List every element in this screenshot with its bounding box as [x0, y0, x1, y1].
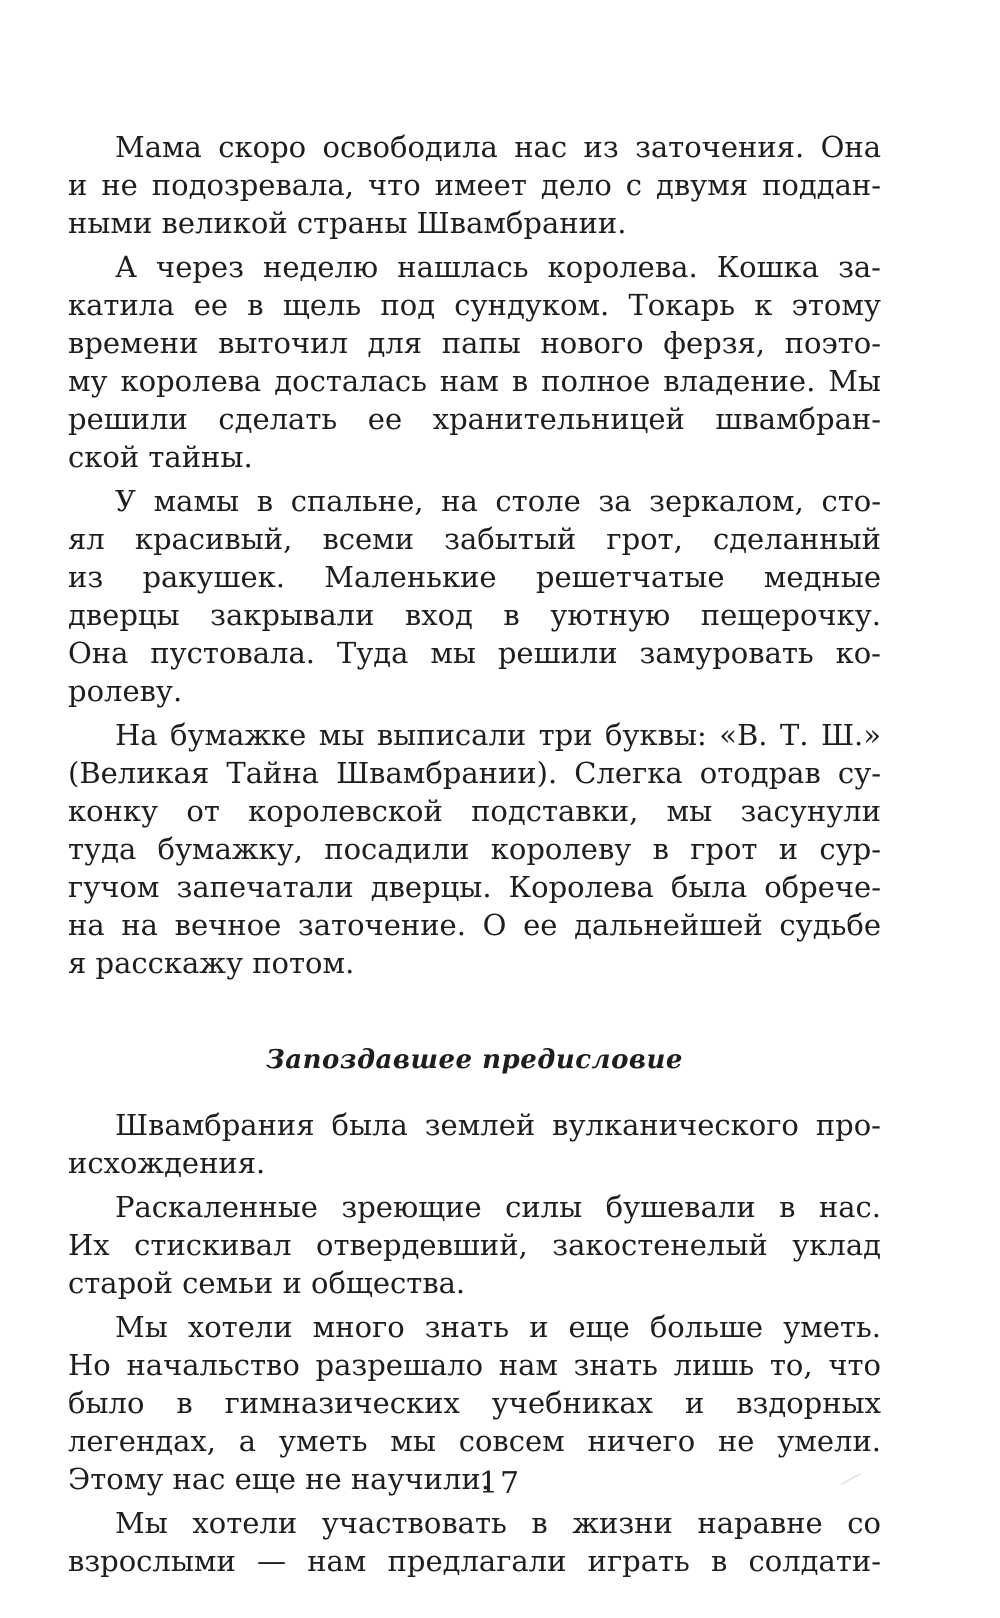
text-line: ской тайны. — [68, 440, 253, 474]
text-line: Швамбрания была землей вулканического про- — [115, 1108, 881, 1142]
text-line: Но начальство разрешало нам знать лишь то, что — [68, 1348, 881, 1382]
paragraph — [68, 1106, 881, 1182]
text-line: У мамы в спальне, на столе за зеркалом, сто- — [115, 484, 881, 518]
text-line: ными великой страны Швамбрании. — [68, 206, 627, 240]
text-line: ял красивый, всеми забытый грот, сделанный — [68, 522, 881, 556]
text-line: я расскажу потом. — [68, 946, 355, 980]
text-line: легендах, а уметь мы совсем ничего не умели. — [68, 1424, 881, 1458]
text-line: А через неделю нашлась королева. Кошка за- — [115, 250, 881, 284]
text-line: времени выточил для папы нового ферзя, поэто- — [68, 326, 881, 360]
text-line: Этому нас еще не научили. — [68, 1462, 490, 1496]
text-line: решили сделать ее хранительницей швамбран- — [68, 402, 881, 436]
book-page-text — [68, 128, 881, 1580]
text-line: конку от королевской подставки, мы засунули — [68, 794, 881, 828]
page-number: 17 — [478, 1466, 522, 1501]
text-line: исхождения. — [68, 1146, 266, 1180]
paragraph — [68, 128, 881, 242]
paragraph — [68, 248, 881, 476]
paragraph — [68, 1504, 881, 1580]
text-line: Она пустовала. Туда мы решили замуровать ко- — [68, 636, 881, 670]
text-line: На бумажке мы выписали три буквы: «В. Т. Ш.» — [115, 718, 881, 752]
text-line: Мама скоро освободила нас из заточения. Она — [115, 130, 881, 164]
text-line: (Великая Тайна Швамбрании). Слегка отодрав су- — [68, 756, 881, 790]
text-line: му королева досталась нам в полное владение. Мы — [68, 364, 881, 398]
text-line: дверцы закрывали вход в уютную пещерочку. — [68, 598, 881, 632]
text-line: катила ее в щель под сундуком. Токарь к этому — [68, 288, 881, 322]
paragraph — [68, 1188, 881, 1302]
text-line: из ракушек. Маленькие решетчатые медные — [68, 560, 881, 594]
text-line: и не подозревала, что имеет дело с двумя поддан- — [68, 168, 881, 202]
text-line: ролеву. — [68, 674, 183, 708]
paragraph — [68, 716, 881, 982]
paragraph — [68, 482, 881, 710]
text-line: Раскаленные зреющие силы бушевали в нас. — [115, 1190, 881, 1224]
text-line: Их стискивал отвердевший, закостенелый уклад — [68, 1228, 881, 1262]
section-heading: Запоздавшее предисловие — [266, 1045, 683, 1075]
text-line: старой семьи и общества. — [68, 1266, 466, 1300]
text-line: гучом запечатали дверцы. Королева была обрече- — [68, 870, 881, 904]
text-line: на на вечное заточение. О ее дальнейшей судьбе — [68, 908, 881, 942]
text-line: Мы хотели много знать и еще больше уметь. — [115, 1310, 881, 1344]
text-line: взрослыми — нам предлагали играть в солдати- — [68, 1544, 881, 1578]
text-line: было в гимназических учебниках и вздорных — [68, 1386, 881, 1420]
text-line: туда бумажку, посадили королеву в грот и сур- — [68, 832, 881, 866]
text-line: Мы хотели участвовать в жизни наравне со — [115, 1506, 881, 1540]
